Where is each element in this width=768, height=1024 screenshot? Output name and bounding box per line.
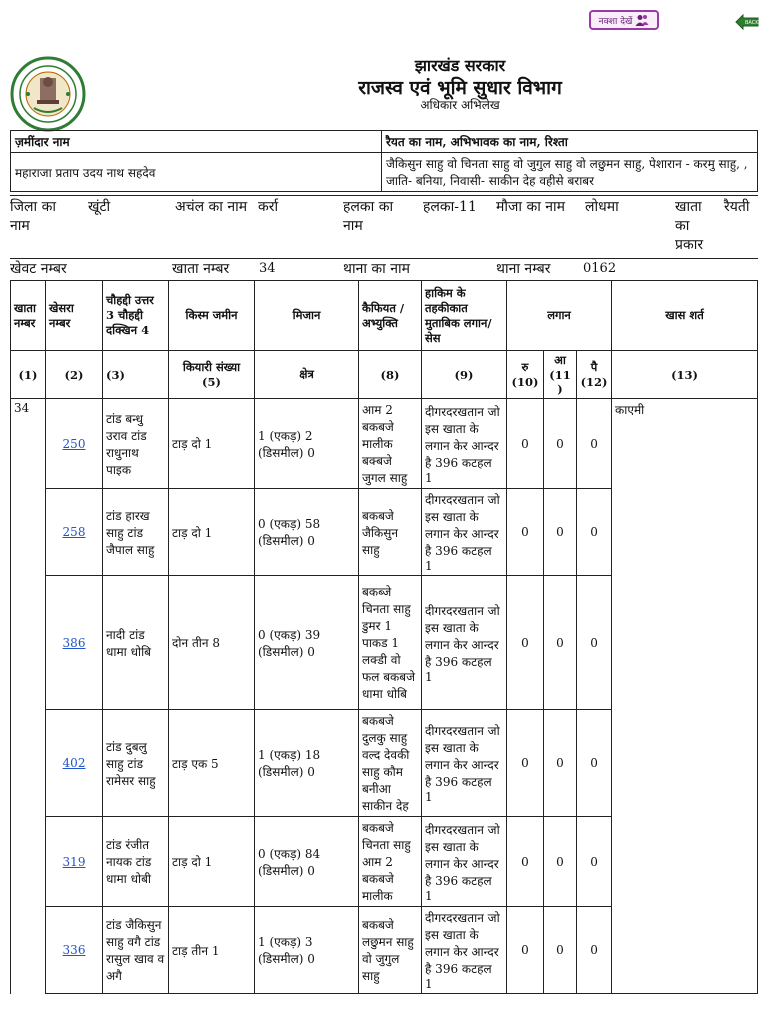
district-value: खूंटी — [88, 199, 111, 215]
ru-cell: 0 — [507, 817, 544, 907]
col-kaifiyat: कैफियत / अभ्युक्ति — [359, 281, 422, 351]
aa-cell: 0 — [544, 576, 577, 710]
table-row — [11, 399, 758, 489]
khesra-cell — [46, 576, 103, 710]
col-ru: रु (10) — [507, 351, 544, 399]
thana-label: थाना का नाम — [343, 261, 411, 277]
khatiyan-table — [10, 280, 758, 994]
khata-label: खाता नम्बर — [172, 261, 230, 277]
kisim-cell: टाड़ एक 5 — [169, 710, 255, 817]
back-arrow-icon[interactable] — [735, 14, 759, 30]
chauhaddi-cell: टांड बन्धु उराव टांड राधुनाथ पाइक — [103, 399, 169, 489]
col-chauhaddi: चौहद्दी उत्तर 3 चौहद्दी दक्खिन 4 — [103, 281, 169, 351]
aa-cell: 0 — [544, 399, 577, 489]
kaifiyat-cell: बकबजे जैकिसुन साहु — [359, 489, 422, 576]
hakim-cell: दीगरदरखतान जो इस खाता के लगान केर आन्दर है 396 कटहल 1 — [422, 907, 507, 994]
mauja-value: लोधमा — [585, 199, 619, 215]
kisim-cell: टाड़ तीन 1 — [169, 907, 255, 994]
meta-row-numbers — [10, 258, 758, 280]
raiyat-label: रैयत का नाम, अभिभावक का नाम, रिश्ता — [382, 131, 758, 153]
pai-cell: 0 — [577, 576, 612, 710]
col-num-3: (3) — [103, 351, 169, 399]
aa-cell: 0 — [544, 710, 577, 817]
aa-cell: 0 — [544, 907, 577, 994]
hakim-cell: दीगरदरखतान जो इस खाता के लगान केर आन्दर है 396 कटहल 1 — [422, 399, 507, 489]
pai-cell: 0 — [577, 399, 612, 489]
khesra-link[interactable]: 250 — [62, 436, 86, 451]
table-header-row — [11, 281, 758, 351]
col-kisim: किस्म जमीन — [169, 281, 255, 351]
kaifiyat-cell: बकबजे दुलकु साहु वल्द देवकी साहु कौम बनीआ साकीन देह — [359, 710, 422, 817]
kisim-cell: टाड़ दो 1 — [169, 399, 255, 489]
anchal-label: अचंल का नाम — [175, 199, 248, 215]
khesra-link[interactable]: 402 — [62, 756, 86, 770]
page-header — [0, 40, 768, 130]
department-title: राजस्व एवं भूमि सुधार विभाग — [358, 77, 562, 99]
col-aa: आ (11) — [544, 351, 577, 399]
zamindar-name: महाराजा प्रताप उदय नाथ सहदेव — [11, 153, 382, 192]
chauhaddi-cell: टांड रंजीत नायक टांड धामा धोबी — [103, 817, 169, 907]
thana-no-label: थाना नम्बर — [496, 261, 551, 277]
khesra-cell — [46, 489, 103, 576]
view-map-button[interactable] — [589, 10, 659, 30]
kisim-cell: टाड़ दो 1 — [169, 817, 255, 907]
hakim-cell: दीगरदरखतान जो इस खाता के लगान केर आन्दर है 396 कटहल 1 — [422, 576, 507, 710]
khata-value: 34 — [259, 261, 276, 276]
view-map-label: नक्शा देखें — [598, 16, 633, 27]
chauhaddi-cell: टांड दुबलु साहु टांड रामेसर साहु — [103, 710, 169, 817]
col-lagan: लगान — [507, 281, 612, 351]
owner-info-table — [10, 130, 758, 192]
table-subheader-row — [11, 351, 758, 399]
mijan-cell: 0 (एकड़) 58 (डिसमील) 0 — [255, 489, 359, 576]
raiyat-name: जैकिसुन साहु वो चिनता साहु वो जुगुल साहु वो लछुमन साहु, पेशारान - करमु साहु, , जाति- बनिया, निवासी- साकीन देह वहीसे बराबर — [382, 153, 758, 192]
khesra-cell — [46, 710, 103, 817]
kaifiyat-cell: बकब्जे चिनता साहु डुमर 1 पाकड 1 लक्डी वो फल बकबजे धामा धोबि — [359, 576, 422, 710]
col-num-8: (8) — [359, 351, 422, 399]
khata-number-cell: 34 — [11, 399, 46, 994]
col-khas-shart: खास शर्त — [612, 281, 758, 351]
mijan-cell: 1 (एकड़) 2 (डिसमील) 0 — [255, 399, 359, 489]
khewat-label: खेवट नम्बर — [10, 261, 67, 277]
meta-row-location — [10, 196, 758, 258]
ru-cell: 0 — [507, 399, 544, 489]
col-num-13: (13) — [612, 351, 758, 399]
aa-cell: 0 — [544, 489, 577, 576]
col-num-2: (2) — [46, 351, 103, 399]
record-subtitle: अधिकार अभिलेख — [420, 98, 500, 112]
pai-cell: 0 — [577, 489, 612, 576]
kaifiyat-cell: बकबजे चिनता साहु आम 2 बकबजे मालीक — [359, 817, 422, 907]
col-num-1: (1) — [11, 351, 46, 399]
col-khata-no: खाता नम्बर — [11, 281, 46, 351]
pai-cell: 0 — [577, 817, 612, 907]
khas-shart-cell: काएमी — [612, 399, 758, 994]
pai-cell: 0 — [577, 907, 612, 994]
anchal-value: कर्रा — [258, 199, 279, 215]
khesra-cell — [46, 817, 103, 907]
top-bar — [0, 8, 768, 36]
col-mijan: मिजान — [255, 281, 359, 351]
hakim-cell: दीगरदरखतान जो इस खाता के लगान केर आन्दर है 396 कटहल 1 — [422, 489, 507, 576]
khesra-link[interactable]: 319 — [62, 854, 86, 869]
ru-cell: 0 — [507, 489, 544, 576]
land-meta-section — [10, 195, 758, 281]
mauja-label: मौजा का नाम — [496, 199, 566, 215]
district-label: जिला का नाम — [10, 199, 56, 234]
kaifiyat-cell: आम 2 बकबजे मालीक बक्बजे जुगल साहु — [359, 399, 422, 489]
govt-title: झारखंड सरकार — [414, 56, 506, 75]
khesra-link[interactable]: 258 — [62, 525, 86, 539]
kaifiyat-cell: बकबजे लछुमन साहु वो जुगुल साहु — [359, 907, 422, 994]
col-num-9: (9) — [422, 351, 507, 399]
svg-text:BACK: BACK — [745, 20, 759, 26]
col-khesra-no: खेसरा नम्बर — [46, 281, 103, 351]
halka-value: हलका-11 — [423, 199, 477, 215]
kisim-cell: दोन तीन 8 — [169, 576, 255, 710]
mijan-cell: 0 (एकड़) 84 (डिसमील) 0 — [255, 817, 359, 907]
aa-cell: 0 — [544, 817, 577, 907]
thana-no-value: 0162 — [583, 261, 617, 276]
mijan-cell: 1 (एकड़) 18 (डिसमील) 0 — [255, 710, 359, 817]
ru-cell: 0 — [507, 907, 544, 994]
ru-cell: 0 — [507, 576, 544, 710]
khesra-cell — [46, 399, 103, 489]
khata-type-label: खाता का प्रकार — [675, 199, 704, 253]
khata-type-value: रैयती — [724, 199, 750, 215]
kisim-cell: टाड़ दो 1 — [169, 489, 255, 576]
chauhaddi-cell: टांड हारख साहु टांड जैपाल साहु — [103, 489, 169, 576]
hakim-cell: दीगरदरखतान जो इस खाता के लगान केर आन्दर है 396 कटहल 1 — [422, 817, 507, 907]
col-kiyari: कियारी संख्या (5) — [169, 351, 255, 399]
col-pai: पै (12) — [577, 351, 612, 399]
hakim-cell: दीगरदरखतान जो इस खाता के लगान केर आन्दर है 396 कटहल 1 — [422, 710, 507, 817]
khesra-cell — [46, 907, 103, 994]
mijan-cell: 0 (एकड़) 39 (डिसमील) 0 — [255, 576, 359, 710]
people-icon — [635, 14, 649, 26]
khesra-link[interactable]: 336 — [62, 943, 86, 957]
col-hakim: हाकिम के तहकीकात मुताबिक लगान/सेस — [422, 281, 507, 351]
mijan-cell: 1 (एकड़) 3 (डिसमील) 0 — [255, 907, 359, 994]
halka-label: हलका का नाम — [343, 199, 394, 234]
col-kshetra: क्षेत्र — [255, 351, 359, 399]
zamindar-label: ज़मींदार नाम — [11, 131, 382, 153]
chauhaddi-cell: नादी टांड धामा धोबि — [103, 576, 169, 710]
ru-cell: 0 — [507, 710, 544, 817]
pai-cell: 0 — [577, 710, 612, 817]
chauhaddi-cell: टांड जैकिसुन साहु वगै टांड रासुल खाव व अगै — [103, 907, 169, 994]
khesra-link[interactable]: 386 — [62, 635, 86, 650]
